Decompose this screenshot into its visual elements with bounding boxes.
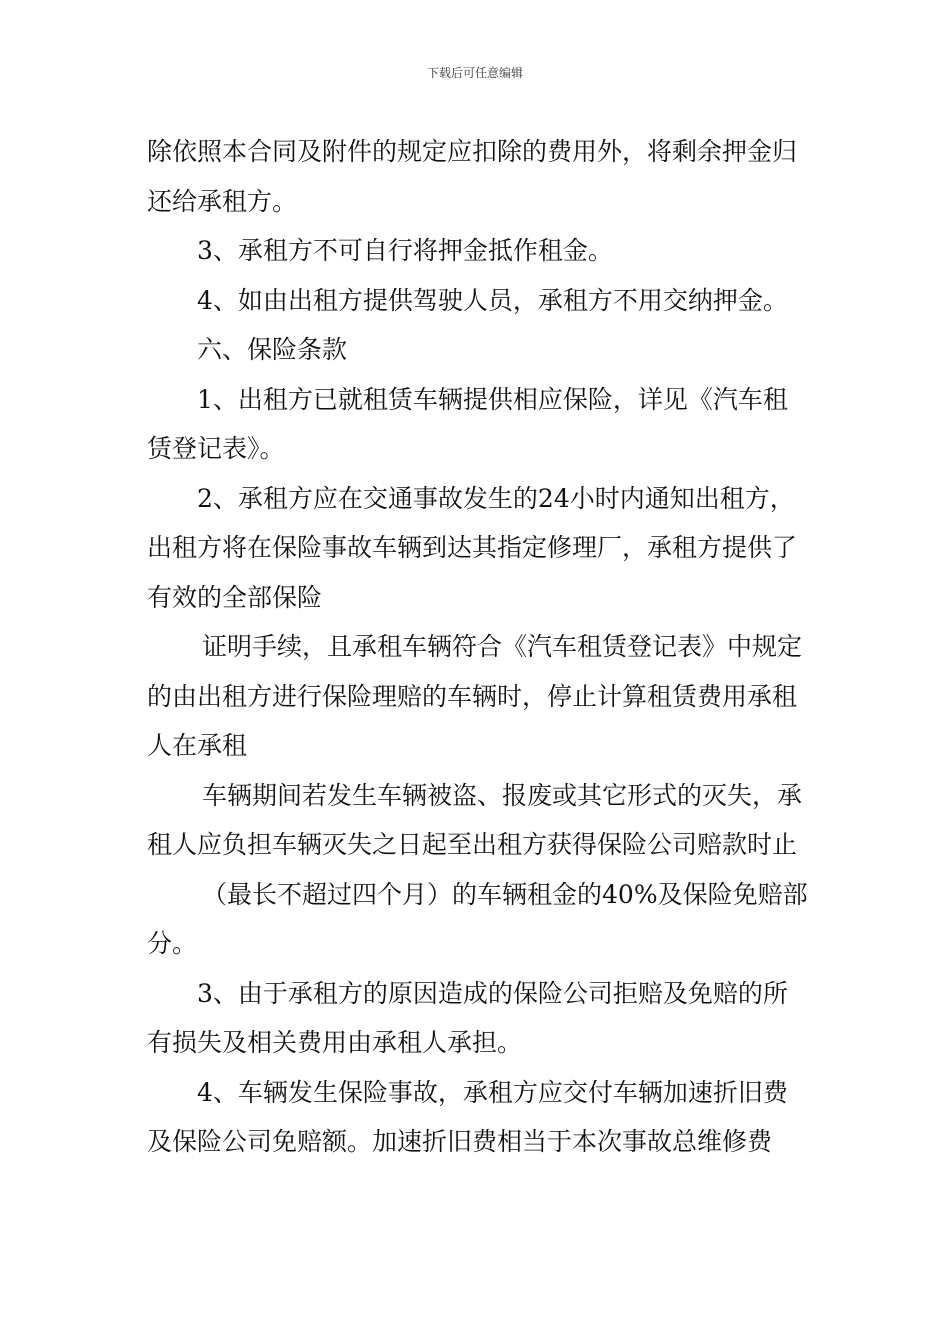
paragraph-deposit-return: 除依照本合同及附件的规定应扣除的费用外，将剩余押金归还给承租方。 xyxy=(147,137,798,216)
paragraph-insurance-4: 4、车辆发生保险事故，承租方应交付车辆加速折旧费及保险公司免赔额。加速折旧费相当于本次事故总维修费 xyxy=(147,1077,788,1156)
document-body xyxy=(147,127,812,1167)
paragraph-clause-4: 4、如由出租方提供驾驶人员，承租方不用交纳押金。 xyxy=(197,285,788,315)
paragraph-insurance-3: 3、由于承租方的原因造成的保险公司拒赔及免赔的所有损失及相关费用由承租人承担。 xyxy=(147,978,788,1057)
paragraph-insurance-2: 2、承租方应在交通事故发生的24小时内通知出租方，出租方将在保险事故车辆到达其指定修理厂，承租方提供了有效的全部保险 xyxy=(147,483,798,612)
header-note: 下载后可任意编辑 xyxy=(426,66,523,80)
paragraph-insurance-2-cont-c: （最长不超过四个月）的车辆租金的40%及保险免赔部分。 xyxy=(147,879,808,958)
paragraph-clause-3: 3、承租方不可自行将押金抵作租金。 xyxy=(197,236,613,265)
paragraph-insurance-1: 1、出租方已就租赁车辆提供相应保险，详见《汽车租赁登记表》。 xyxy=(147,384,788,463)
paragraph-insurance-2-cont-a: 证明手续，且承租车辆符合《汽车租赁登记表》中规定的由出租方进行保险理赔的车辆时，停止计算租赁费用承租人在承租 xyxy=(147,632,803,760)
section-heading-insurance: 六、保险条款 xyxy=(197,335,348,364)
paragraph-insurance-2-cont-b: 车辆期间若发生车辆被盗、报废或其它形式的灭失，承租人应负担车辆灭失之日起至出租方获得保险公司赔款时止 xyxy=(147,780,803,859)
